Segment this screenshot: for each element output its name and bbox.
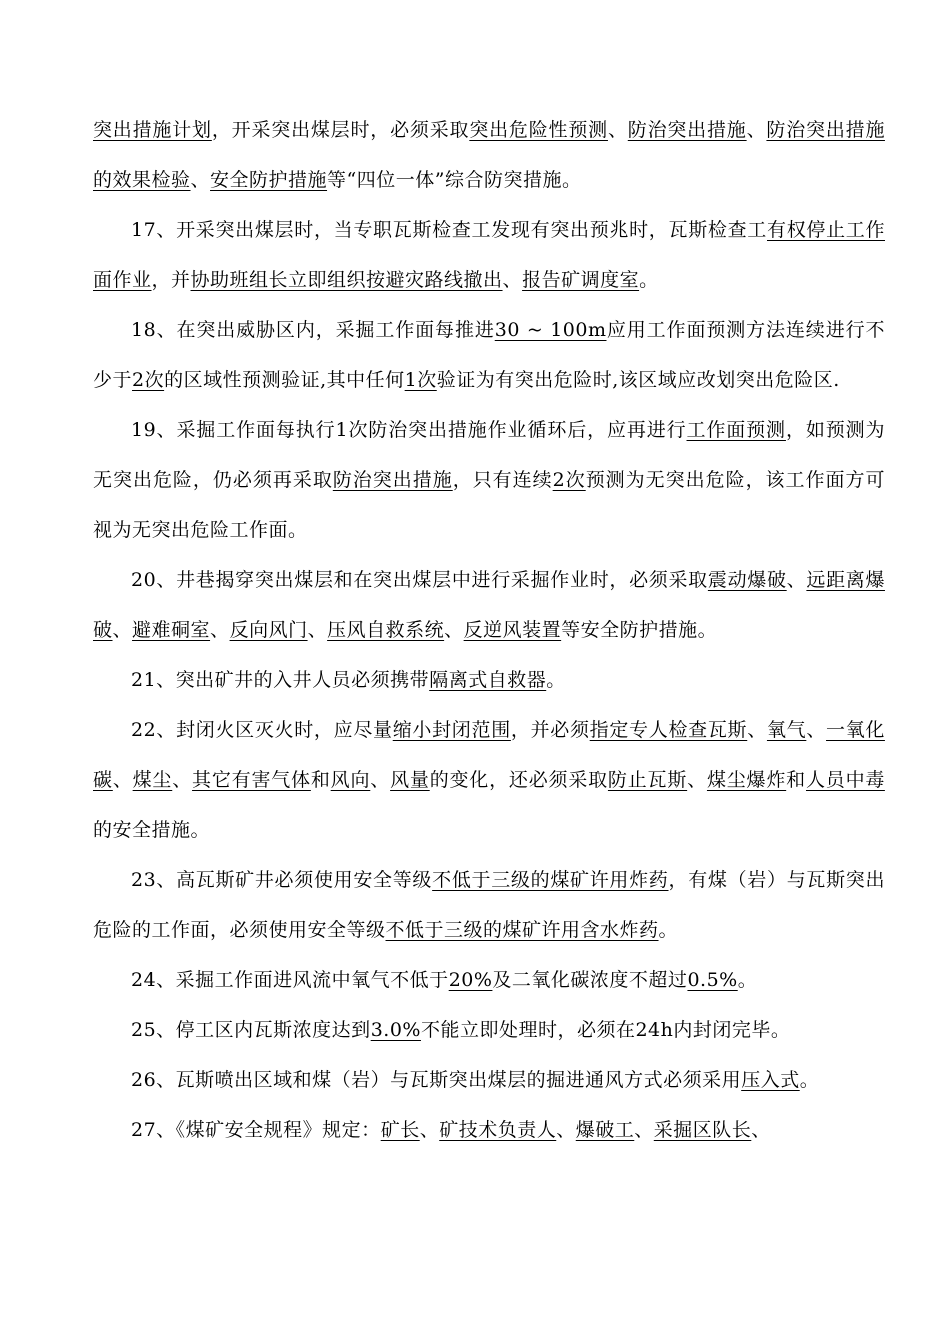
paragraph-p18 xyxy=(93,305,885,405)
underlined-answer: 工作面预测 xyxy=(686,419,786,441)
text-run: 。 xyxy=(737,969,758,991)
underlined-answer: 缩小封闭范围 xyxy=(392,719,511,741)
text-run: 、 xyxy=(370,769,391,791)
text-run: 18、在突出威胁区内，采掘工作面每推进 xyxy=(131,319,495,341)
text-run: ，只有连续 xyxy=(452,469,553,491)
underlined-answer: 爆破工 xyxy=(575,1119,635,1141)
text-run: ，并必须 xyxy=(510,719,590,741)
underlined-answer: 防治突出措施的效果检验 xyxy=(93,119,885,191)
underlined-answer: 突出危险性预测 xyxy=(469,119,608,141)
underlined-answer: 风向 xyxy=(330,769,371,791)
text-run: 27、《煤矿安全规程》规定： xyxy=(131,1119,381,1141)
underlined-answer: 1次 xyxy=(404,369,437,391)
underlined-answer: 氧气 xyxy=(766,719,807,741)
text-run: 17、开采突出煤层时，当专职瓦斯检查工发现有突出预兆时，瓦斯检查工 xyxy=(131,219,767,241)
underlined-answer: 不低于三级的煤矿许用含水炸药 xyxy=(385,919,659,941)
underlined-answer: 避难硐室 xyxy=(132,619,211,641)
underlined-answer: 30 ~ 100m xyxy=(494,319,607,341)
underlined-answer: 指定专人检查瓦斯 xyxy=(589,719,748,741)
underlined-answer: 2次 xyxy=(132,369,165,391)
text-run: 23、高瓦斯矿井必须使用安全等级 xyxy=(131,869,433,891)
underlined-answer: 采掘区队长 xyxy=(653,1119,752,1141)
paragraph-p26 xyxy=(93,1055,885,1105)
underlined-answer: 20% xyxy=(448,969,493,991)
underlined-answer: 2次 xyxy=(552,469,586,491)
document-body xyxy=(93,105,885,1155)
text-run: 和 xyxy=(310,769,331,791)
text-run: 预测为无突出危险，该工作面方可视为无突出危险工作面。 xyxy=(93,469,885,541)
text-run: 。 xyxy=(639,269,659,291)
underlined-answer: 防治突出措施 xyxy=(627,119,747,141)
text-run: 20、井巷揭穿突出煤层和在突出煤层中进行采掘作业时，必须采取 xyxy=(131,569,708,591)
text-run: 的区域性预测验证,其中任何 xyxy=(164,369,405,391)
text-run: 。 xyxy=(546,669,566,691)
text-run: 、 xyxy=(806,719,827,741)
text-run: 、 xyxy=(746,119,767,141)
paragraph-p19 xyxy=(93,405,885,555)
text-run: ，开采突出煤层时，必须采取 xyxy=(211,119,470,141)
text-run: 、 xyxy=(502,269,523,291)
underlined-answer: 一氧化碳 xyxy=(93,719,885,791)
paragraph-p21 xyxy=(93,655,885,705)
text-run: ，有煤（岩）与瓦斯突出危险的工作面，必须使用安全等级 xyxy=(93,869,885,941)
text-run: 和 xyxy=(786,769,806,791)
underlined-answer: 0.5% xyxy=(687,969,738,991)
text-run: 、 xyxy=(307,619,328,641)
underlined-answer: 压入式 xyxy=(741,1069,800,1091)
paragraph-p24 xyxy=(93,955,885,1005)
underlined-answer: 协助班组长立即组织按避灾路线撤出 xyxy=(190,269,503,291)
text-run: 、 xyxy=(786,569,807,591)
text-run: 、 xyxy=(172,769,193,791)
text-run: 、 xyxy=(112,769,133,791)
underlined-answer: 其它有害气体 xyxy=(192,769,311,791)
text-run: 、 xyxy=(556,1119,576,1141)
paragraph-p22 xyxy=(93,705,885,855)
text-run: 的安全措施。 xyxy=(93,819,211,841)
text-run: 24、采掘工作面进风流中氧气不低于 xyxy=(131,969,449,991)
text-run: 及二氧化碳浓度不超过 xyxy=(492,969,688,991)
paragraph-p16-cont xyxy=(93,105,885,205)
underlined-answer: 突出措施计划 xyxy=(93,119,212,141)
underlined-answer: 隔离式自救器 xyxy=(429,669,547,691)
paragraph-p23 xyxy=(93,855,885,955)
text-run: 19、采掘工作面每执行1次防治突出措施作业循环后，应再进行 xyxy=(131,419,687,441)
text-run: 、 xyxy=(634,1119,654,1141)
underlined-answer: 报告矿调度室 xyxy=(522,269,640,291)
text-run: 、 xyxy=(607,119,628,141)
text-run: 不能立即处理时，必须在24h内封闭完毕。 xyxy=(420,1019,791,1041)
underlined-answer: 防止瓦斯 xyxy=(607,769,688,791)
underlined-answer: 防治突出措施 xyxy=(332,469,453,491)
underlined-answer: 反逆风装置 xyxy=(463,619,562,641)
text-run: 25、停工区内瓦斯浓度达到 xyxy=(131,1019,371,1041)
text-run: 、 xyxy=(112,619,133,641)
text-run: ，并 xyxy=(151,269,191,291)
underlined-answer: 煤尘爆炸 xyxy=(706,769,787,791)
text-run: 、 xyxy=(444,619,464,641)
text-run: 、 xyxy=(210,619,230,641)
underlined-answer: 人员中毒 xyxy=(805,769,885,791)
text-run: 26、瓦斯喷出区域和煤（岩）与瓦斯突出煤层的掘进通风方式必须采用 xyxy=(131,1069,742,1091)
underlined-answer: 风量 xyxy=(390,769,430,791)
text-run: 的变化，还必须采取 xyxy=(429,769,608,791)
underlined-answer: 远距离爆破 xyxy=(93,569,885,641)
underlined-answer: 煤尘 xyxy=(132,769,173,791)
text-run: 。 xyxy=(799,1069,820,1091)
paragraph-p27 xyxy=(93,1105,885,1155)
underlined-answer: 震动爆破 xyxy=(707,569,787,591)
underlined-answer: 安全防护措施 xyxy=(210,169,328,191)
underlined-answer: 矿长 xyxy=(380,1119,420,1141)
underlined-answer: 矿技术负责人 xyxy=(439,1119,557,1141)
text-run: 应用工作面预测方法连续进行不少于 xyxy=(93,319,885,391)
text-run: 、 xyxy=(751,1119,771,1141)
text-run: 等安全防护措施。 xyxy=(561,619,718,641)
underlined-answer: 反向风门 xyxy=(229,619,308,641)
underlined-answer: 压风自救系统 xyxy=(327,619,445,641)
underlined-answer: 不低于三级的煤矿许用炸药 xyxy=(432,869,669,891)
text-run: 、 xyxy=(687,769,707,791)
paragraph-p25 xyxy=(93,1005,885,1055)
paragraph-p17 xyxy=(93,205,885,305)
text-run: 验证为有突出危险时,该区域应改划突出危险区. xyxy=(436,369,840,391)
text-run: 21、突出矿井的入井人员必须携带 xyxy=(131,669,430,691)
text-run: 、 xyxy=(190,169,211,191)
text-run: 、 xyxy=(747,719,767,741)
text-run: 、 xyxy=(419,1119,440,1141)
underlined-answer: 有权停止工作面作业 xyxy=(93,219,885,291)
text-run: ，如预测为无突出危险，仍必须再采取 xyxy=(93,419,885,491)
text-run: 22、封闭火区灭火时，应尽量 xyxy=(131,719,393,741)
text-run: 等“四位一体”综合防突措施。 xyxy=(327,169,582,191)
paragraph-p20 xyxy=(93,555,885,655)
underlined-answer: 3.0% xyxy=(370,1019,421,1041)
text-run: 。 xyxy=(658,919,679,941)
